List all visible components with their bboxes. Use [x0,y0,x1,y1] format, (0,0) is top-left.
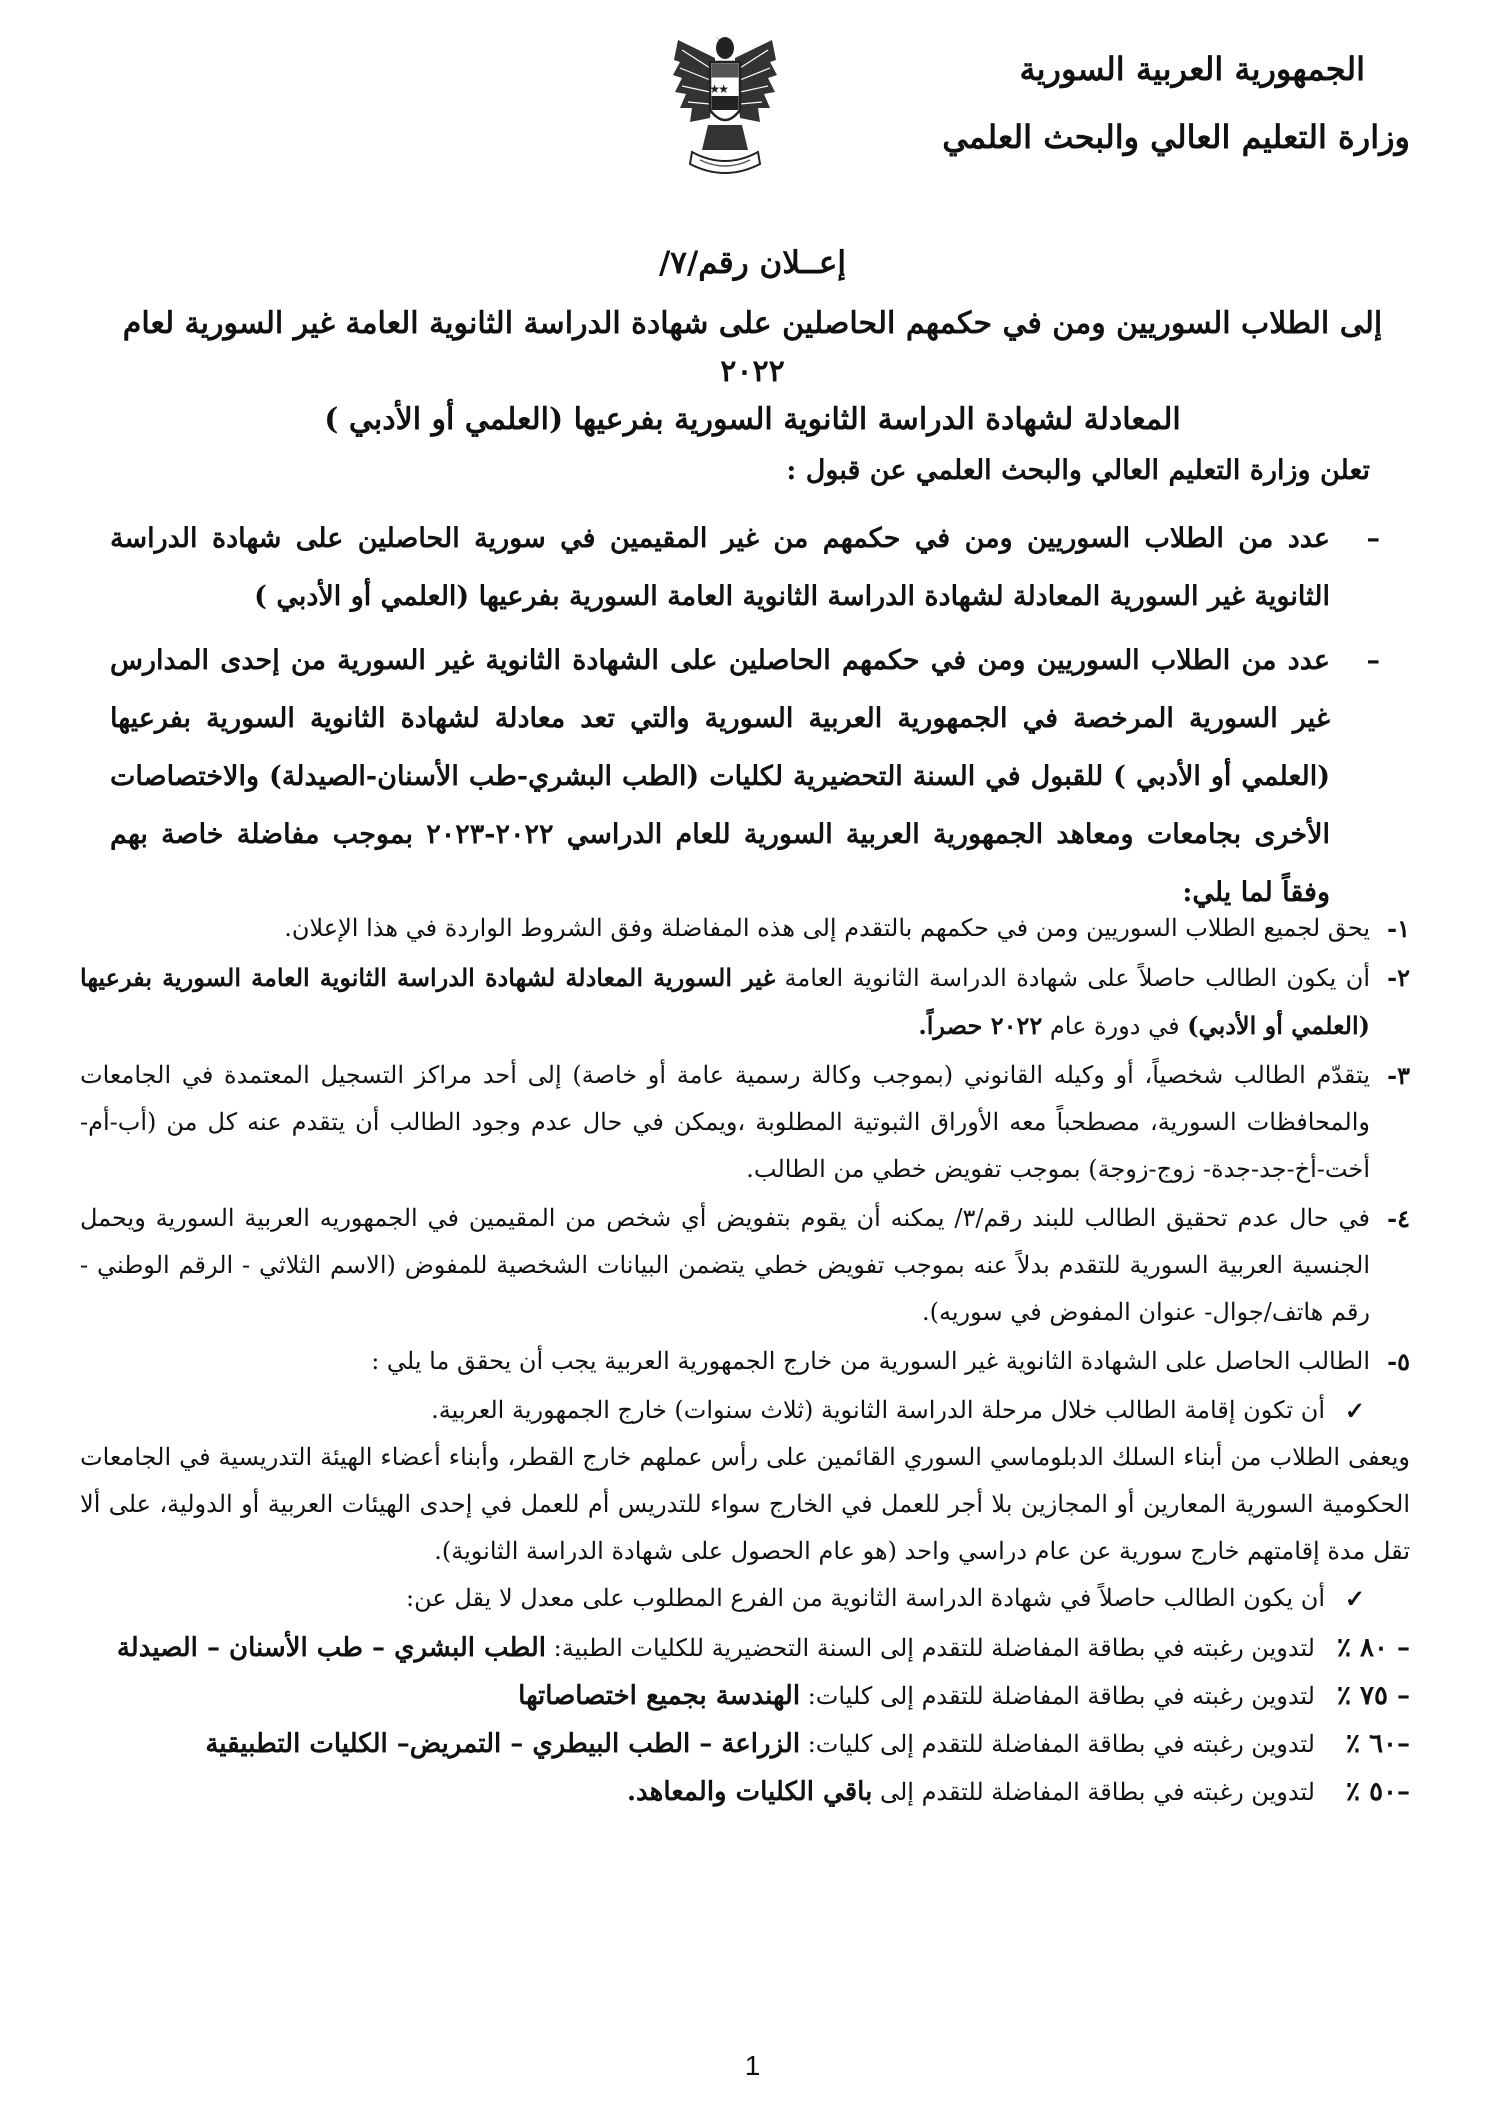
grade-percentage: – ٧٥ ٪ [1336,1681,1410,1711]
check-item [80,1575,1410,1622]
item-text-bold: ٢٠٢٢ حصراً. [918,1011,1043,1040]
condition-item [80,1052,1410,1193]
exemption-text: ويعفى الطلاب من أبناء السلك الدبلوماسي السوري القائمين على رأس عملهم خارج القطر، وأبناء أعضاء الهيئة التدريسية في الجامعات الحكومية السورية المعارين أو المجازين بلا أجر للعمل في الخارج سواء للتدريس أم للعمل في إحدى الهيئات العربية أو الدولية، على ألا تقل مدة إقامتهم خارج سورية عن عام دراسي واحد (هو عام الحصول على شهادة الدراسة الثانوية). [80,1443,1411,1565]
condition-item [80,954,1410,1050]
item-text: يتقدّم الطالب شخصياً، أو وكيله القانوني (بموجب وكالة رسمية عامة أو خاصة) إلى أحد مراكز التسجيل المعتمدة في الجامعات والمحافظات السورية، مصطحباً معه الأوراق الثبوتية المطلوبة ،ويمكن في حال عدم وجود الطالب أن يتقدم عنه كل من (أب-أم-أخت-أخ-جد-جدة- زوج-زوجة) بموجب تفويض خطي من الطالب. [80,1061,1370,1183]
item-number: ٥- [1387,1347,1410,1376]
country-name: الجمهورية العربية السورية [1019,50,1365,88]
item-number: ٣- [1387,1061,1410,1090]
intro-text: تعلن وزارة التعليم العالي والبحث العلمي عن قبول : [786,455,1370,486]
condition-item [80,1195,1410,1336]
check-text: أن تكون إقامة الطالب خلال مرحلة الدراسة الثانوية (ثلاث سنوات) خارج الجمهورية العربية. [431,1396,1325,1424]
condition-item [80,905,1410,952]
announcement-title [105,300,1400,444]
bullet-text: عدد من الطلاب السوريين ومن في حكمهم من غير المقيمين في سورية الحاصلين على شهادة الدراسة الثانوية غير السورية المعادلة لشهادة الدراسة الثانوية العامة السورية بفرعيها (العلمي أو الأدبي ) [110,523,1330,612]
dash-marker: – [1366,645,1380,676]
grade-text: لتدوين رغبته في بطاقة المفاضلة للتقدم إلى [879,1778,1315,1806]
announcement-number: إعــلان رقم/٧/ [658,245,847,281]
grade-row [80,1768,1410,1816]
grade-percentage: – ٨٠ ٪ [1336,1633,1410,1663]
svg-text:★: ★ [718,82,729,96]
dash-marker: – [1366,523,1380,554]
grade-percentage: –٦٠ ٪ [1346,1729,1410,1759]
grade-row [80,1720,1410,1768]
checkmark-icon: ✓ [1344,1396,1365,1425]
item-text: الطالب الحاصل على الشهادة الثانوية غير السورية من خارج الجمهورية العربية يجب أن يحقق ما يلي : [371,1347,1370,1375]
grade-faculties: الزراعة – الطب البيطري – التمريض– الكليات التطبيقية [205,1729,801,1759]
grade-text: لتدوين رغبته في بطاقة المفاضلة للتقدم إلى كليات: [807,1730,1315,1758]
grade-requirements [80,1624,1410,1816]
bullet-item [110,510,1400,626]
bullet-text: عدد من الطلاب السوريين ومن في حكمهم الحاصلين على الشهادة الثانوية غير السورية من إحدى المدارس غير السورية المرخصة في الجمهورية العربية السورية والتي تعد معادلة لشهادة الثانوية السورية بفرعيها (العلمي أو الأدبي ) للقبول في السنة التحضيرية لكليات (الطب البشري-طب الأسنان-الصيدلة) والاختصاصات الأخرى بجامعات ومعاهد الجمهورية العربية السورية للعام الدراسي ٢٠٢٢-٢٠٢٣ بموجب مفاضلة خاصة بهم وفقاً لما يلي: [110,645,1330,908]
ministry-name: وزارة التعليم العالي والبحث العلمي [942,118,1410,156]
item-text: يحق لجميع الطلاب السوريين ومن في حكمهم بالتقدم إلى هذه المفاضلة وفق الشروط الواردة في هذا الإعلان. [284,914,1370,942]
item-number: ٤- [1387,1204,1410,1233]
item-number: ٢- [1387,963,1410,992]
grade-row [80,1624,1410,1672]
item-number: ١- [1387,914,1410,943]
item-text-bold: غير السورية المعادلة لشهادة الدراسة الثانوية العامة السورية بفرعيها (العلمي أو الأدبي) [80,963,1370,1040]
grade-row [80,1672,1410,1720]
check-text: أن يكون الطالب حاصلاً في شهادة الدراسة الثانوية من الفرع المطلوب على معدل لا يقل عن: [406,1584,1325,1612]
title-line-1: إلى الطلاب السوريين ومن في حكمهم الحاصلين على شهادة الدراسة الثانوية العامة غير السورية لعام ٢٠٢٢ [122,306,1383,389]
grade-faculties: الهندسة بجميع اختصاصاتها [518,1681,801,1711]
coat-of-arms-emblem [670,30,780,190]
condition-item [80,1338,1410,1385]
bullet-list [110,510,1400,928]
grade-text: لتدوين رغبته في بطاقة المفاضلة للتقدم إلى كليات: [807,1682,1315,1710]
check-item [80,1387,1410,1434]
page-number: 1 [744,2050,761,2081]
item-text: في حال عدم تحقيق الطالب للبند رقم/٣/ يمكنه أن يقوم بتفويض أي شخص من المقيمين في الجمهوريه العربية السورية ويحمل الجنسية العربية السورية للتقدم بدلاً عنه بموجب تفويض خطي يتضمن البيانات الشخصية للمفوض (الاسم الثلاثي - الرقم الوطني - رقم هاتف/جوال- عنوان المفوض في سوريه). [80,1204,1370,1326]
checkmark-icon: ✓ [1344,1584,1365,1613]
grade-text: لتدوين رغبته في بطاقة المفاضلة للتقدم إلى السنة التحضيرية للكليات الطبية: [553,1634,1315,1662]
svg-text:★: ★ [709,82,720,96]
grade-faculties: الطب البشري – طب الأسنان – الصيدلة [116,1633,547,1663]
item-text: في دورة عام [1049,1012,1180,1040]
grade-faculties: باقي الكليات والمعاهد. [626,1777,873,1807]
item-text: أن يكون الطالب حاصلاً على شهادة الدراسة الثانوية العامة [784,964,1370,992]
bullet-item [110,632,1400,922]
title-line-2: المعادلة لشهادة الدراسة الثانوية السورية بفرعيها (العلمي أو الأدبي ) [324,402,1181,437]
conditions-list [80,905,1410,1816]
grade-percentage: –٥٠ ٪ [1346,1777,1410,1807]
